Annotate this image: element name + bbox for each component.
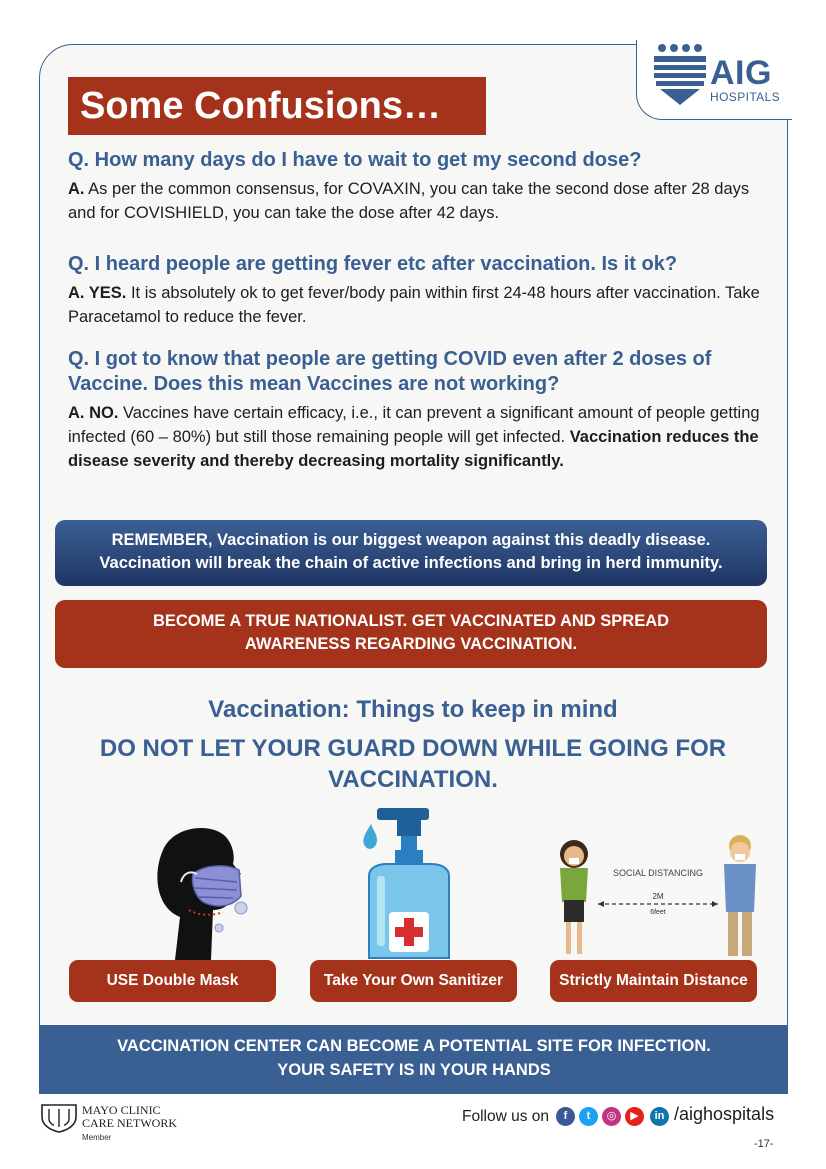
faq-answer [68,281,768,329]
mayo-line1: MAYO CLINIC [82,1103,161,1117]
distancing-title: SOCIAL DISTANCING [612,868,704,878]
facebook-icon[interactable]: f [556,1107,575,1126]
mayo-shield-icon [40,1103,80,1133]
remember-line2: Vaccination will break the chain of active infections and bring in herd immunity. [99,554,723,572]
nationalist-line2: AWARENESS REGARDING VACCINATION. [244,635,578,653]
distancing-meters: 2M [652,892,664,901]
answer-text: Vaccines have certain efficacy, i.e., it can prevent a significant amount of people getting infected (60 – 80%) but still those remaining people will get infected. [68,404,760,446]
distancing-feet: 6feet [650,909,666,916]
youtube-icon[interactable]: ▶ [625,1107,644,1126]
faq-question: Q. I heard people are getting fever etc after vaccination. Is it ok? [68,253,678,275]
page-number: -17- [754,1138,774,1150]
safety-line2: YOUR SAFETY IS IN YOUR HANDS [277,1061,551,1079]
faq-question: Q. How many days do I have to wait to get my second dose? [68,149,642,171]
social-handle[interactable]: /aighospitals [674,1104,775,1124]
mayo-member-label: Member [82,1133,112,1142]
guard-line1: DO NOT LET YOUR GUARD DOWN WHILE GOING FOR [99,735,727,762]
faq-answer [68,177,768,225]
answer-bold-tail: Vaccination reduces the disease severity and thereby decreasing mortality significantly. [68,428,759,470]
faq-item [68,148,768,225]
faq-question: Q. I got to know that people are getting COVID even after 2 doses of Vaccine. Does this mean Vaccines are not working? [68,348,712,395]
answer-prefix: A. NO. [68,404,119,422]
guard-heading [40,733,786,795]
nationalist-line1: BECOME A TRUE NATIONALIST. GET VACCINATED AND SPREAD [152,612,670,630]
faq-item [68,252,768,329]
mayo-network-name [82,1104,177,1130]
mayo-line2: CARE NETWORK [82,1116,177,1130]
sanitizer-icon [355,806,475,962]
faq-item [68,347,768,473]
answer-text: As per the common consensus, for COVAXIN, you can take the second dose after 28 days and for COVISHIELD, you can take the dose after 42 days. [68,180,750,222]
double-mask-icon [115,812,265,962]
linkedin-icon[interactable]: in [650,1107,669,1126]
follow-label: Follow us on [462,1108,550,1125]
answer-prefix: A. YES. [68,284,127,302]
faq-answer [68,401,768,473]
safety-line1: VACCINATION CENTER CAN BECOME A POTENTIAL SITE FOR INFECTION. [117,1037,711,1055]
logo-name: AIG [710,54,772,92]
tip-double-mask: USE Double Mask [69,960,276,1002]
answer-prefix: A. [68,180,85,198]
tip-sanitizer: Take Your Own Sanitizer [310,960,517,1002]
tip-distance: Strictly Maintain Distance [550,960,757,1002]
logo-subtitle: HOSPITALS [710,90,781,104]
keep-in-mind-heading: Vaccination: Things to keep in mind [208,696,618,723]
answer-text: It is absolutely ok to get fever/body pain within first 24-48 hours after vaccination. Take Paracetamol to reduce the fever. [68,284,760,326]
twitter-icon[interactable]: t [579,1107,598,1126]
instagram-icon[interactable]: ◎ [602,1107,621,1126]
safety-banner [40,1025,788,1093]
remember-line1: REMEMBER, Vaccination is our biggest weapon against this deadly disease. [111,531,711,549]
remember-banner [55,520,767,586]
social-distancing-icon [548,832,768,960]
page-title: Some Confusions… [68,77,486,135]
guard-line2: VACCINATION. [328,766,498,793]
nationalist-banner [55,600,767,668]
